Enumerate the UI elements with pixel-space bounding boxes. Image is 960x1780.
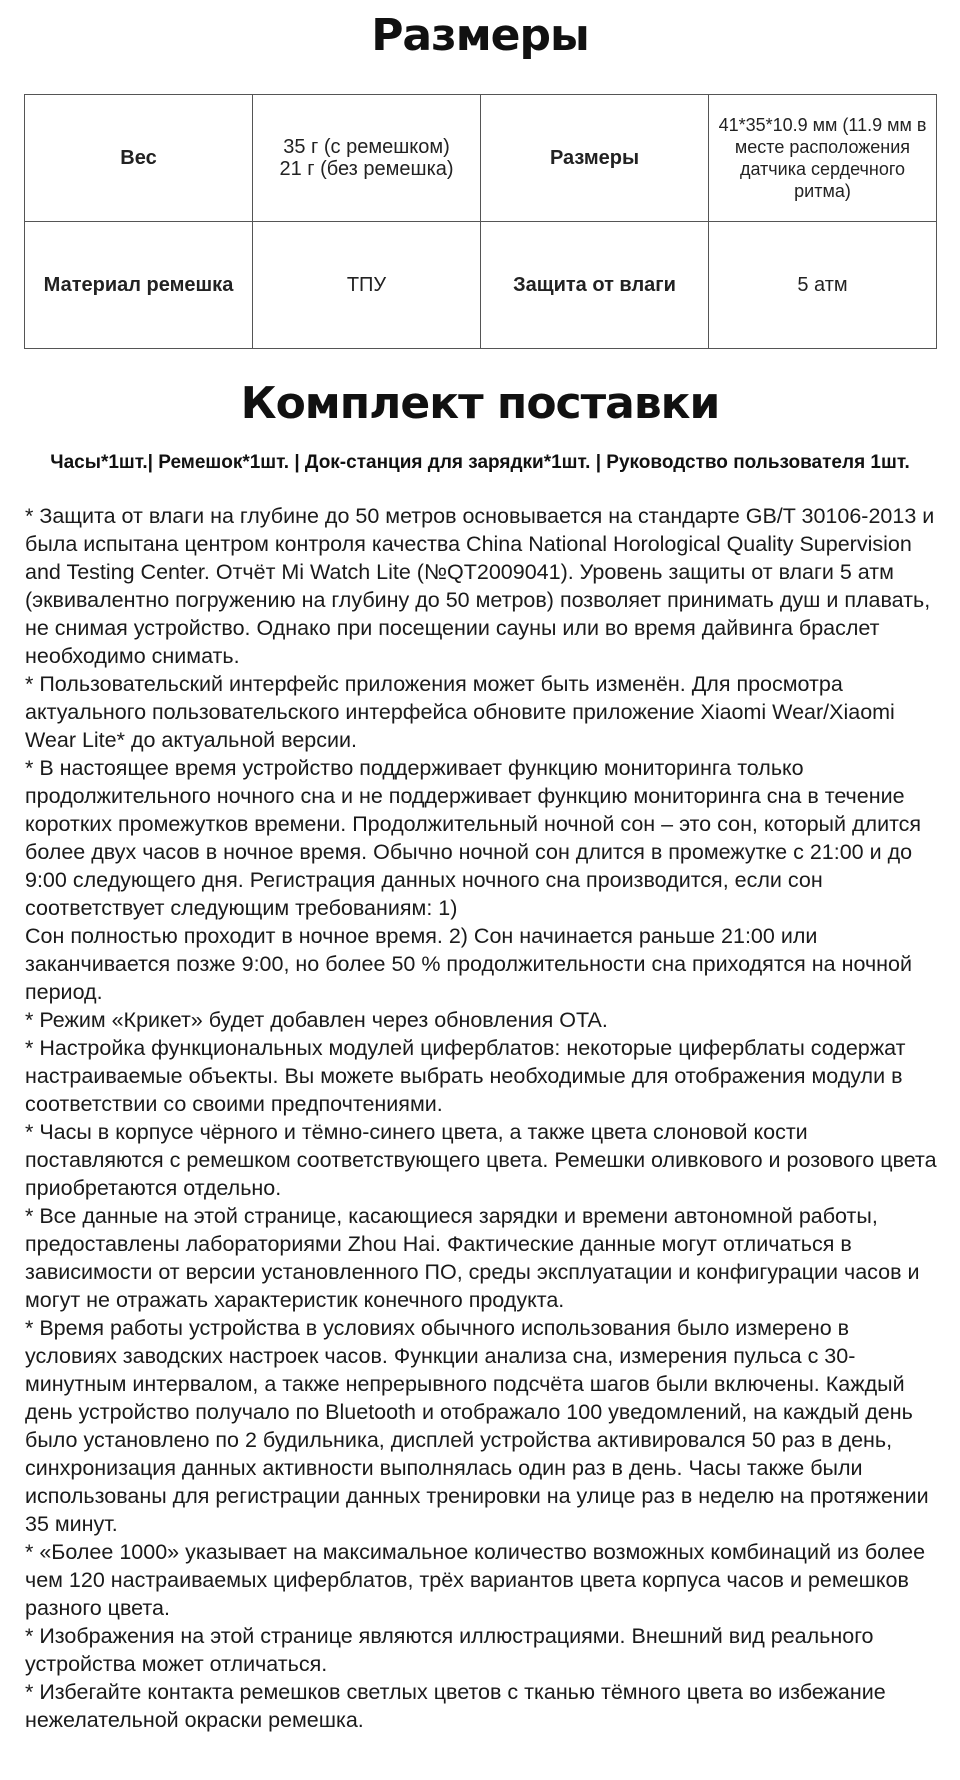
weight-label: Вес (25, 95, 253, 222)
footnote: * «Более 1000» указывает на максимальное количество возможных комбинаций из более чем 120 настраиваемых циферблатов, трёх вариантов цвета корпуса часов и ремешков разного цвета. (25, 1540, 926, 1620)
footnote: * Изображения на этой странице являются иллюстрациями. Внешний вид реального устройства может отличаться. (25, 1624, 874, 1676)
footnote: * Избегайте контакта ремешков светлых цветов с тканью тёмного цвета во избежание нежелательной окраски ремешка. (25, 1680, 886, 1732)
footnotes (25, 502, 945, 1734)
specs-table (24, 94, 937, 349)
weight-value (253, 95, 481, 222)
kit-title: Комплект поставки (240, 378, 720, 429)
sizes-title: Размеры (371, 10, 589, 61)
kit-contents: Часы*1шт.| Ремешок*1шт. | Док-станция для зарядки*1шт. | Руководство пользователя 1шт. (50, 452, 910, 473)
footnote: Сон полностью проходит в ночное время. 2) Сон начинается раньше 21:00 или заканчивается позже 9:00, но более 50 % продолжительности сна приходятся на ночной период. (25, 924, 913, 1004)
table-row (25, 95, 937, 222)
weight-with-strap: 35 г (с ремешком) (283, 136, 450, 158)
strap-material-label: Материал ремешка (25, 222, 253, 349)
dimensions-label: Размеры (481, 95, 709, 222)
footnote: * Время работы устройства в условиях обычного использования было измерено в условиях заводских настроек часов. Функции анализа сна, измерения пульса с 30-минутным интервалом, а также непрерывного подсчёта шагов были включены. Каждый день устройство получало по Bluetooth и отображало 100 уведомлений, на каждый день было установлено по 2 будильника, дисплей устройства активировался 50 раз в день, синхронизация данных активности выполнялась один раз в день. Часы также были использованы для регистрации данных тренировки на улице раз в неделю на протяжении 35 минут. (25, 1316, 929, 1536)
footnote: * Режим «Крикет» будет добавлен через обновления OTA. (25, 1008, 608, 1032)
table-row (25, 222, 937, 349)
footnote: * В настоящее время устройство поддерживает функцию мониторинга только продолжительного ночного сна и не поддерживает функцию мониторинга сна в течение коротких промежутков времени. Продолжительный ночной сон – это сон, который длится более двух часов в ночное время. Обычно ночной сон длится в промежутке с 21:00 и до 9:00 следующего дня. Регистрация данных ночного сна производится, если сон соответствует следующим требованиям: 1) (25, 756, 922, 920)
footnote: * Настройка функциональных модулей циферблатов: некоторые циферблаты содержат настраиваемые объекты. Вы можете выбрать необходимые для отображения модули в соответствии со своими предпочтениями. (25, 1036, 906, 1116)
weight-without-strap: 21 г (без ремешка) (279, 158, 454, 180)
footnote: * Часы в корпусе чёрного и тёмно-синего цвета, а также цвета слоновой кости поставляются с ремешком соответствующего цвета. Ремешки оливкового и розового цвета приобретаются отдельно. (25, 1120, 937, 1200)
water-resistance-label: Защита от влаги (481, 222, 709, 349)
footnote: * Все данные на этой странице, касающиеся зарядки и времени автономной работы, предоставлены лабораториями Zhou Hai. Фактические данные могут отличаться в зависимости от версии установленного ПО, среды эксплуатации и конфигурации часов и могут не отражать характеристик конечного продукта. (25, 1204, 920, 1312)
footnote: * Пользовательский интерфейс приложения может быть изменён. Для просмотра актуального пользовательского интерфейса обновите приложение Xiaomi Wear/Xiaomi Wear Lite* до актуальной версии. (25, 672, 895, 752)
footnote: * Защита от влаги на глубине до 50 метров основывается на стандарте GB/T 30106-2013 и была испытана центром контроля качества China National Horological Quality Supervision and Testing Center. Отчёт Mi Watch Lite (№QT2009041). Уровень защиты от влаги 5 атм (эквивалентно погружению на глубину до 50 метров) позволяет принимать душ и плавать, не снимая устройство. Однако при посещении сауны или во время дайвинга браслет необходимо снимать. (25, 504, 935, 668)
water-resistance-value: 5 атм (709, 222, 937, 349)
dimensions-value: 41*35*10.9 мм (11.9 мм в месте расположения датчика сердечного ритма) (709, 95, 937, 222)
strap-material-value: ТПУ (253, 222, 481, 349)
